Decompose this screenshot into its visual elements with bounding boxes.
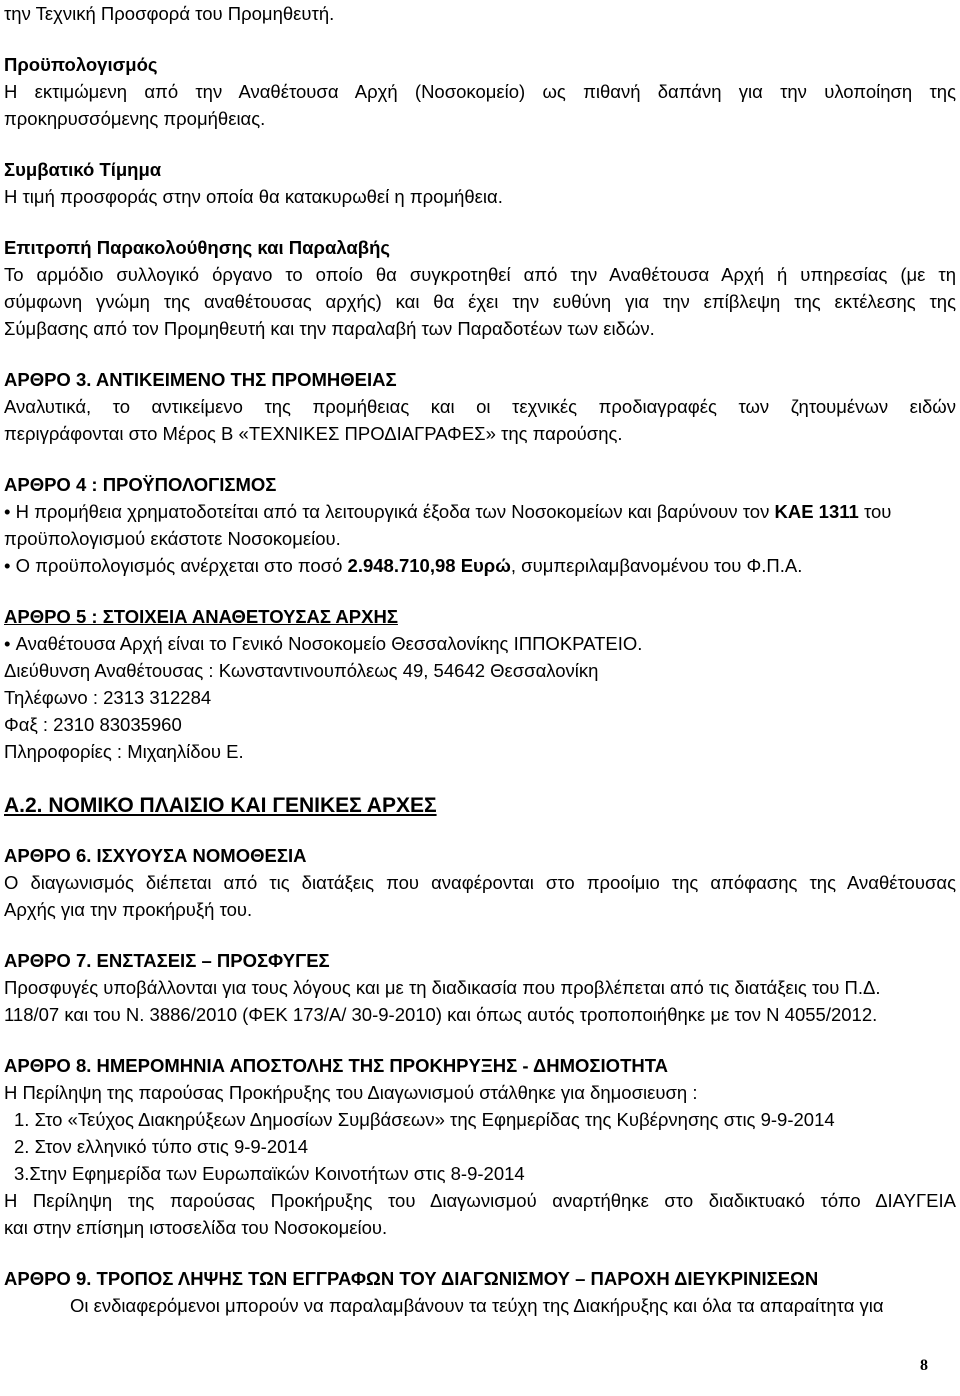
paragraph-continuation: την Τεχνική Προσφορά του Προμηθευτή.: [4, 3, 335, 24]
spacer: [4, 923, 956, 947]
article5-fax: Φαξ : 2310 83035960: [4, 714, 182, 735]
funding-text: Η προμήθεια χρηματοδοτείται από τα λειτουργικά έξοδα των Νοσοκομείων και βαρύνουν τον: [15, 501, 775, 522]
page-number: 8: [920, 1357, 928, 1374]
article9-text-line: Οι ενδιαφερόμενοι μπορούν να παραλαμβάνουν τα τεύχη της Διακήρυξης και όλα τα απαραίτητα για: [70, 1295, 884, 1316]
spacer: [4, 1028, 956, 1052]
contract-price-text: Η τιμή προσφοράς στην οποία θα κατακυρωθεί η προμήθεια.: [4, 186, 503, 207]
article6-text-line: Αρχής για την προκήρυξή του.: [4, 899, 253, 920]
article3-text-line: Αναλυτικά, το αντικείμενο της προμήθειας και οι τεχνικές προδιαγραφές των ζητουμένων ειδών: [4, 396, 956, 417]
amount-text-end: , συμπεριλαμβανομένου του Φ.Π.Α.: [510, 555, 803, 576]
article5-info: Πληροφορίες : Μιχαηλίδου Ε.: [4, 741, 244, 762]
budget-heading: Προϋπολογισμός: [4, 54, 158, 75]
spacer: [4, 342, 956, 366]
article3-text-line: περιγράφονται στο Μέρος Β «ΤΕΧΝΙΚΕΣ ΠΡΟΔΙΑΓΡΑΦΕΣ» της παρούσης.: [4, 423, 623, 444]
spacer: [4, 821, 956, 842]
amount-text: Ο προϋπολογισμός ανέρχεται στο ποσό: [15, 555, 348, 576]
article7-text-line: Προσφυγές υποβάλλονται για τους λόγους και με τη διαδικασία που προβλέπεται από τις διατάξεις του Π.Δ.: [4, 977, 881, 998]
budget-text-line: προκηρυσσόμενης προμήθειας.: [4, 108, 266, 129]
spacer: [4, 210, 956, 234]
article3-heading: ΑΡΘΡΟ 3. ΑΝΤΙΚΕΙΜΕΝΟ ΤΗΣ ΠΡΟΜΗΘΕΙΑΣ: [4, 369, 397, 390]
kae-code: ΚΑΕ 1311: [774, 501, 859, 522]
article8-list-item: 1. Στο «Τεύχος Διακηρύξεων Δημοσίων Συμβάσεων» της Εφημερίδας της Κυβέρνησης στις 9-9-2014: [14, 1109, 835, 1130]
committee-text-line: Το αρμόδιο συλλογικό όργανο το οποίο θα συγκροτηθεί από την Αναθέτουσα Αρχή ή υπηρεσίας (με τη: [4, 264, 956, 285]
article4-bullet-amount: [4, 552, 956, 579]
article4-bullet-funding: [4, 498, 956, 525]
article4-bullet-funding-cont: προϋπολογισμού εκάστοτε Νοσοκομείου.: [4, 528, 341, 549]
funding-text-end: του: [858, 501, 892, 522]
document-page: [4, 0, 956, 1319]
article8-text-line: Η Περίληψη της παρούσας Προκήρυξης του Διαγωνισμού αναρτήθηκε στο διαδικτυακό τόπο ΔΙΑΥΓΕΙΑ: [4, 1190, 956, 1211]
spacer: [4, 765, 956, 791]
article5-address: Διεύθυνση Αναθέτουσας : Κωνσταντινουπόλεως 49, 54642 Θεσσαλονίκη: [4, 660, 599, 681]
article7-heading: ΑΡΘΡΟ 7. ΕΝΣΤΑΣΕΙΣ – ΠΡΟΣΦΥΓΕΣ: [4, 950, 330, 971]
spacer: [4, 27, 956, 51]
article7-text-line: 118/07 και του Ν. 3886/2010 (ΦΕΚ 173/Α/ 30-9-2010) και όπως αυτός τροποποιήθηκε με τον Ν 4055/2012.: [4, 1004, 878, 1025]
article4-heading: ΑΡΘΡΟ 4 : ΠΡΟΫΠΟΛΟΓΙΣΜΟΣ: [4, 474, 277, 495]
article6-text-line: Ο διαγωνισμός διέπεται από τις διατάξεις που αναφέρονται στο προοίμιο της απόφασης της Αναθέτουσας: [4, 872, 956, 893]
spacer: [4, 132, 956, 156]
article8-list-item: 2. Στον ελληνικό τύπο στις 9-9-2014: [14, 1136, 308, 1157]
committee-text-line: σύμφωνη γνώμη της αναθέτουσας αρχής) και θα έχει την ευθύνη για την επίβλεψη της εκτέλεσης της: [4, 291, 956, 312]
budget-amount: 2.948.710,98 Ευρώ: [347, 555, 511, 576]
article6-heading: ΑΡΘΡΟ 6. ΙΣΧΥΟΥΣΑ ΝΟΜΟΘΕΣΙΑ: [4, 845, 307, 866]
spacer: [4, 447, 956, 471]
article5-phone: Τηλέφωνο : 2313 312284: [4, 687, 212, 708]
committee-text-line: Σύμβασης από τον Προμηθευτή και την παραλαβή των Παραδοτέων των ειδών.: [4, 318, 655, 339]
article8-intro: Η Περίληψη της παρούσας Προκήρυξης του Διαγωνισμού στάλθηκε για δημοσιευση :: [4, 1082, 698, 1103]
budget-text-line: Η εκτιμώμενη από την Αναθέτουσα Αρχή (Νοσοκομείο) ως πιθανή δαπάνη για την υλοποίηση της: [4, 81, 956, 102]
section-a2-title: Α.2. ΝΟΜΙΚΟ ΠΛΑΙΣΙΟ ΚΑΙ ΓΕΝΙΚΕΣ ΑΡΧΕΣ: [4, 794, 437, 817]
spacer: [4, 1241, 956, 1265]
article8-text-line: και στην επίσημη ιστοσελίδα του Νοσοκομείου.: [4, 1217, 388, 1238]
spacer: [4, 579, 956, 603]
article5-authority: • Αναθέτουσα Αρχή είναι το Γενικό Νοσοκομείο Θεσσαλονίκης ΙΠΠΟΚΡΑΤΕΙΟ.: [4, 630, 956, 657]
article5-heading: ΑΡΘΡΟ 5 : ΣΤΟΙΧΕΙΑ ΑΝΑΘΕΤΟΥΣΑΣ ΑΡΧΗΣ: [4, 606, 398, 627]
article8-heading: ΑΡΘΡΟ 8. ΗΜΕΡΟΜΗΝΙΑ ΑΠΟΣΤΟΛΗΣ ΤΗΣ ΠΡΟΚΗΡΥΞΗΣ - ΔΗΜΟΣΙΟΤΗΤΑ: [4, 1055, 669, 1076]
article9-heading: ΑΡΘΡΟ 9. ΤΡΟΠΟΣ ΛΗΨΗΣ ΤΩΝ ΕΓΓΡΑΦΩΝ ΤΟΥ ΔΙΑΓΩΝΙΣΜΟΥ – ΠΑΡΟΧΗ ΔΙΕΥΚΡΙΝΙΣΕΩΝ: [4, 1268, 819, 1289]
article8-list-item: 3.Στην Εφημερίδα των Ευρωπαϊκών Κοινοτήτων στις 8-9-2014: [14, 1163, 525, 1184]
committee-heading: Επιτροπή Παρακολούθησης και Παραλαβής: [4, 237, 390, 258]
contract-price-heading: Συμβατικό Τίμημα: [4, 159, 162, 180]
